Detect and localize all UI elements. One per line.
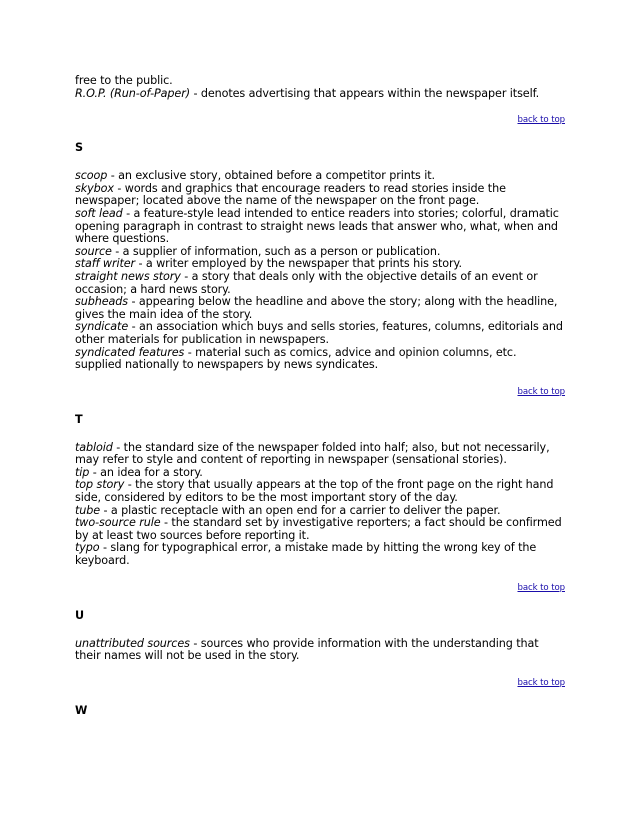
entry-definition: words and graphics that encourage readers to read stories inside the newspaper; located above the name of the newspaper on the front page.	[75, 181, 506, 208]
entry-term: source	[75, 244, 112, 258]
entry-term: syndicate	[75, 320, 129, 334]
glossary-sections	[75, 141, 565, 688]
entry-definition: material such as comics, advice and opinion columns, etc. supplied nationally to newspapers by news syndicates.	[75, 345, 517, 372]
entry-term: soft lead	[75, 206, 123, 220]
glossary-entry: straight news story - a story that deals only with the objective details of an event or occasion; a hard news story.	[75, 269, 538, 296]
section-letter-heading: W	[75, 703, 88, 717]
section-letter-heading: T	[75, 412, 83, 426]
glossary-entry: syndicated features - material such as comics, advice and opinion columns, etc. supplied nationally to newspapers by news syndicates.	[75, 345, 517, 372]
back-to-top-row	[75, 115, 565, 125]
entry-term: unattributed sources	[75, 636, 190, 650]
back-to-top-link[interactable]: back to top	[517, 386, 565, 397]
glossary-entry: typo - slang for typographical error, a mistake made by hitting the wrong key of the keyboard.	[75, 541, 537, 568]
entry-term: top story	[75, 478, 125, 492]
glossary-entry: tabloid - the standard size of the newspaper folded into half; also, but not necessarily, may refer to style and content of reporting in newspaper (sensational stories).	[75, 440, 550, 467]
back-to-top-link[interactable]: back to top	[517, 582, 565, 593]
back-to-top-link[interactable]: back to top	[517, 115, 565, 126]
glossary-entry: unattributed sources - sources who provide information with the understanding that their names will not be used in the story.	[75, 636, 539, 663]
intro-continuation: free to the public.	[75, 74, 173, 87]
entry-definition: a writer employed by the newspaper that prints his story.	[145, 257, 462, 271]
entry-term: subheads	[75, 295, 128, 309]
entry-definition: a story that deals only with the objective details of an event or occasion; a hard news story.	[75, 269, 538, 296]
section-letter-heading: U	[75, 608, 84, 622]
entry-term: R.O.P. (Run-of-Paper)	[75, 86, 190, 100]
back-to-top-row	[75, 387, 565, 397]
glossary-entry: tip - an idea for a story.	[75, 465, 203, 479]
glossary-entry: tube - a plastic receptacle with an open end for a carrier to deliver the paper.	[75, 503, 501, 517]
entry-definition: slang for typographical error, a mistake made by hitting the wrong key of the keyboard.	[75, 541, 537, 568]
back-to-top-link[interactable]: back to top	[517, 677, 565, 688]
entry-term: tip	[75, 465, 90, 479]
glossary-entry: source - a supplier of information, such as a person or publication.	[75, 244, 441, 258]
entry-term: two-source rule	[75, 516, 161, 530]
back-to-top-row	[75, 678, 565, 688]
entry-definition: an idea for a story.	[100, 465, 203, 479]
glossary-entry: scoop - an exclusive story, obtained before a competitor prints it.	[75, 169, 435, 183]
section-letter-heading: S	[75, 141, 83, 155]
entry-definition: appearing below the headline and above the story; along with the headline, gives the main idea of the story.	[75, 295, 558, 321]
glossary-page	[75, 75, 565, 733]
glossary-entry: R.O.P. (Run-of-Paper) - denotes advertising that appears within the newspaper itself.	[75, 86, 540, 100]
entry-definition: the story that usually appears at the top of the front page on the right hand side, considered by editors to be the most important story of the day.	[75, 478, 554, 505]
entry-definition: an exclusive story, obtained before a competitor prints it.	[118, 169, 435, 183]
glossary-entry: skybox - words and graphics that encourage readers to read stories inside the newspaper; located above the name of the newspaper on the front page.	[75, 181, 506, 208]
entry-term: skybox	[75, 181, 114, 195]
entry-term: typo	[75, 541, 100, 555]
entry-term: syndicated features	[75, 345, 185, 359]
entry-definition: a feature-style lead intended to entice readers into stories; colorful, dramatic opening paragraph in contrast to straight news leads that answer who, what, when and where questions.	[75, 206, 559, 246]
glossary-entry: two-source rule - the standard set by investigative reporters; a fact should be confirmed by at least two sources before reporting it.	[75, 516, 562, 542]
entry-term: scoop	[75, 169, 108, 183]
entry-definition: a supplier of information, such as a person or publication.	[122, 244, 441, 258]
glossary-entry: subheads - appearing below the headline and above the story; along with the headline, gives the main idea of the story.	[75, 295, 558, 321]
glossary-entry: staff writer - a writer employed by the newspaper that prints his story.	[75, 257, 462, 271]
entry-definition: a plastic receptacle with an open end for a carrier to deliver the paper.	[110, 503, 501, 517]
entry-term: straight news story	[75, 269, 181, 283]
back-to-top-row	[75, 583, 565, 593]
glossary-entry: syndicate - an association which buys and sells stories, features, columns, editorials and other materials for publication in newspapers.	[75, 320, 563, 346]
entry-term: staff writer	[75, 257, 136, 271]
entry-definition: denotes advertising that appears within the newspaper itself.	[200, 86, 540, 100]
entry-definition: the standard set by investigative reporters; a fact should be confirmed by at least two sources before reporting it.	[75, 516, 562, 542]
entry-definition: the standard size of the newspaper folded into half; also, but not necessarily, may refer to style and content of reporting in newspaper (sensational stories).	[75, 440, 550, 467]
entry-definition: an association which buys and sells stories, features, columns, editorials and other materials for publication in newspapers.	[75, 320, 563, 346]
entry-term: tabloid	[75, 440, 113, 454]
glossary-entry: soft lead - a feature-style lead intended to entice readers into stories; colorful, dramatic opening paragraph in contrast to straight news leads that answer who, what, when and where questions.	[75, 206, 559, 246]
entry-term: tube	[75, 503, 101, 517]
entry-definition: sources who provide information with the understanding that their names will not be used in the story.	[75, 636, 539, 663]
glossary-entry: top story - the story that usually appears at the top of the front page on the right hand side, considered by editors to be the most important story of the day.	[75, 478, 554, 505]
